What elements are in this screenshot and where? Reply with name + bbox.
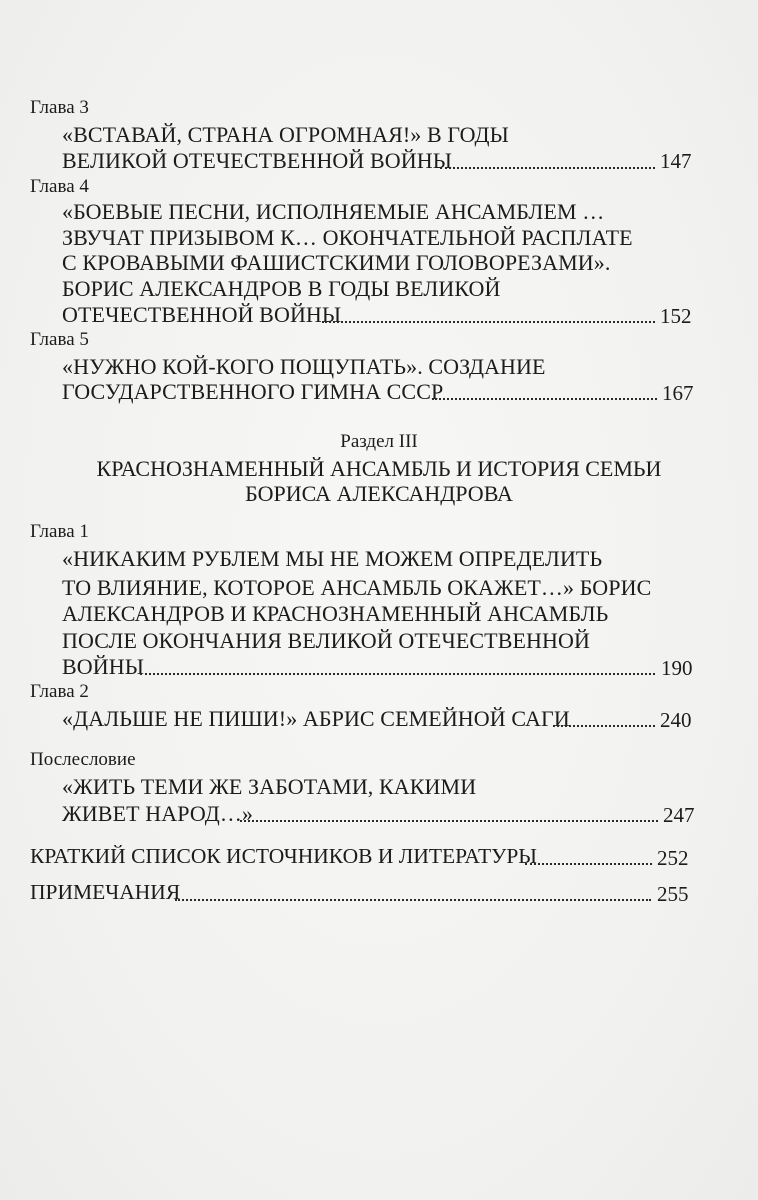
chapter-title-line: «ДАЛЬШЕ НЕ ПИШИ!» АБРИС СЕМЕЙНОЙ САГИ (62, 706, 570, 731)
chapter-label: Глава 1 (30, 521, 89, 542)
chapter-label: Глава 4 (30, 176, 89, 197)
section-title-line: БОРИСА АЛЕКСАНДРОВА (245, 481, 513, 506)
chapter-title-line: «НИКАКИМ РУБЛЕМ МЫ НЕ МОЖЕМ ОПРЕДЕЛИТЬ (62, 546, 603, 571)
page-number: 147 (660, 149, 692, 173)
dot-leader (432, 397, 657, 400)
chapter-label: Глава 2 (30, 681, 89, 702)
page-number: 255 (657, 882, 689, 906)
chapter-label: Глава 5 (30, 329, 89, 350)
dot-leader (140, 672, 655, 675)
dot-leader (440, 166, 655, 169)
dot-leader (525, 862, 652, 865)
chapter-title-line: ГОСУДАРСТВЕННОГО ГИМНА СССР (62, 379, 444, 404)
afterword-label: Послесловие (30, 749, 136, 770)
page-number: 252 (657, 846, 689, 870)
section-label: Раздел III (340, 431, 418, 452)
page-number: 190 (661, 656, 693, 680)
chapter-title-line: «НУЖНО КОЙ-КОГО ПОЩУПАТЬ». СОЗДАНИЕ (62, 354, 546, 379)
chapter-title-line: «ВСТАВАЙ, СТРАНА ОГРОМНАЯ!» В ГОДЫ (62, 122, 509, 147)
chapter-title-line: С КРОВАВЫМИ ФАШИСТСКИМИ ГОЛОВОРЕЗАМИ». (62, 250, 611, 275)
dot-leader (322, 320, 655, 323)
sources-title: КРАТКИЙ СПИСОК ИСТОЧНИКОВ И ЛИТЕРАТУРЫ (30, 844, 538, 868)
afterword-title-line: ЖИВЕТ НАРОД…» (62, 801, 254, 826)
chapter-title-line: ПОСЛЕ ОКОНЧАНИЯ ВЕЛИКОЙ ОТЕЧЕСТВЕННОЙ (62, 628, 590, 653)
chapter-title-line: АЛЕКСАНДРОВ И КРАСНОЗНАМЕННЫЙ АНСАМБЛЬ (62, 601, 609, 626)
chapter-title-line: БОРИС АЛЕКСАНДРОВ В ГОДЫ ВЕЛИКОЙ (62, 276, 501, 301)
chapter-title-line: ВОЙНЫ (62, 654, 145, 679)
notes-title: ПРИМЕЧАНИЯ (30, 880, 181, 904)
chapter-label: Глава 3 (30, 97, 89, 118)
page-number: 240 (660, 708, 692, 732)
dot-leader (240, 819, 658, 822)
dot-leader (553, 724, 655, 727)
chapter-title-line: ТО ВЛИЯНИЕ, КОТОРОЕ АНСАМБЛЬ ОКАЖЕТ…» БОРИС (62, 575, 652, 600)
chapter-title-line: ОТЕЧЕСТВЕННОЙ ВОЙНЫ (62, 302, 342, 327)
chapter-title-line: ВЕЛИКОЙ ОТЕЧЕСТВЕННОЙ ВОЙНЫ (62, 148, 453, 173)
page-number: 247 (663, 803, 695, 827)
dot-leader (175, 898, 651, 901)
afterword-title-line: «ЖИТЬ ТЕМИ ЖЕ ЗАБОТАМИ, КАКИМИ (62, 774, 477, 799)
section-title-line: КРАСНОЗНАМЕННЫЙ АНСАМБЛЬ И ИСТОРИЯ СЕМЬИ (96, 456, 662, 481)
chapter-title-line: «БОЕВЫЕ ПЕСНИ, ИСПОЛНЯЕМЫЕ АНСАМБЛЕМ … (62, 199, 605, 224)
page-number: 152 (660, 304, 692, 328)
page-number: 167 (662, 381, 694, 405)
chapter-title-line: ЗВУЧАТ ПРИЗЫВОМ К… ОКОНЧАТЕЛЬНОЙ РАСПЛАТЕ (62, 225, 633, 250)
